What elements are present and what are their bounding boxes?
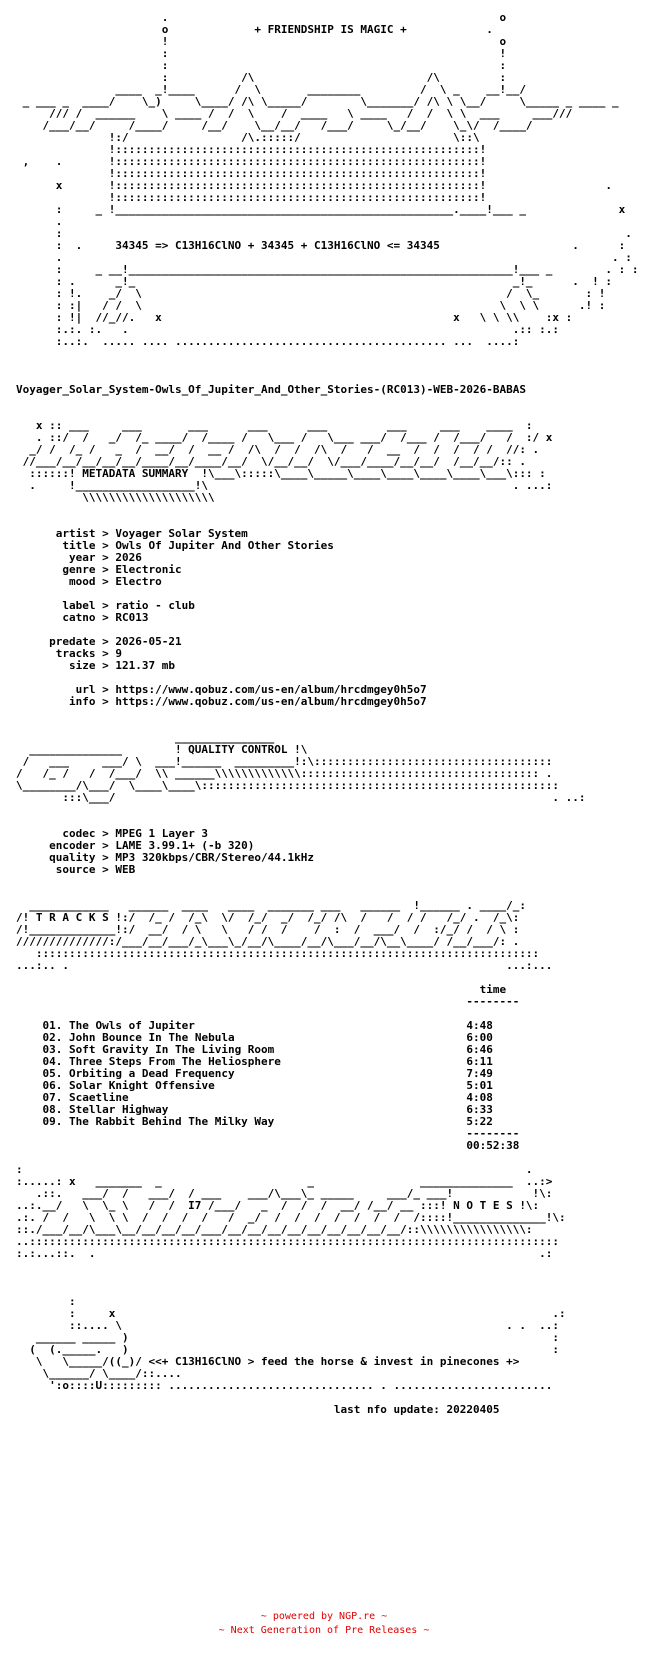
artist-value: Voyager Solar System xyxy=(115,527,248,540)
size-value: 121.37 mb xyxy=(115,659,175,672)
track-title: The Owls of Jupiter xyxy=(69,1019,195,1032)
genre-value: Electronic xyxy=(115,563,182,576)
codec-value: MPEG 1 Layer 3 xyxy=(115,827,209,840)
track-number: 07. xyxy=(42,1091,63,1104)
tracks-total-rule: -------- xyxy=(466,1127,520,1140)
track-number: 06. xyxy=(42,1079,63,1092)
title-value: Owls Of Jupiter And Other Stories xyxy=(115,539,334,552)
ngp-tagline: ~ Next Generation of Pre Releases ~ xyxy=(218,1625,430,1636)
track-number: 03. xyxy=(42,1043,63,1056)
tracks-banner-art: ____________ ______ ____ ____ _______ ___ ______ !______ . ____/_: /! T R A C K S !:/ /_ / /_\ \/ /_/ _/ /_/ /\ / / / / /_/ . /_\: /!_____________!:/ __/ / \ \ / / / / : / ___/ / :/_/ / / \ : //////////////:/___/__/___/_\___\_/__/\____/__/\___/__/\__\____/ /__/___/: . :::::::::::::::::::::::::::::::::::::::::::::::::::::::::::::::::::::::::::: ...:.. . ...:... xyxy=(16,899,553,972)
track-time: 4:48 xyxy=(466,1019,493,1032)
info-value: https://www.qobuz.com/us-en/album/hrcdmgey0h5o7 xyxy=(115,695,427,708)
tracks-header-rule: -------- xyxy=(466,995,520,1008)
url-value: https://www.qobuz.com/us-en/album/hrcdmgey0h5o7 xyxy=(115,683,427,696)
tracklist xyxy=(16,1020,640,1128)
track-title: Orbiting a Dead Frequency xyxy=(69,1067,235,1080)
year-value: 2026 xyxy=(115,551,142,564)
encoder-value: LAME 3.99.1+ (-b 320) xyxy=(115,839,255,852)
track-time: 5:22 xyxy=(466,1115,493,1128)
track-number: 04. xyxy=(42,1055,63,1068)
quality-value: MP3 320kbps/CBR/Stereo/44.1kHz xyxy=(115,851,315,864)
metadata-block: artist > Voyager Solar System title > Owls Of Jupiter And Other Stories year > 2026 genre > Electronic mood > Electro label > ratio - club catno > RC013 predate > 2026-05-21 tracks > 9 size > 121.37 mb url > https://www.qobuz.com/us-en/album/hrcdmgey0h5o7 info > https://www.qobuz.com/us-en/album/hrcdmgey0h5o7 xyxy=(16,527,427,708)
track-time: 6:46 xyxy=(466,1043,493,1056)
total-time: 00:52:38 xyxy=(466,1139,520,1152)
mood-value: Electro xyxy=(115,575,162,588)
track-number: 05. xyxy=(42,1067,63,1080)
nfo-document xyxy=(16,12,640,1416)
metadata-banner-art: x :: ___ ___ ___ ___ ___ ___ ___ ____ : . ::/ / _/ /_ ____/ /____ / \___ / \___ ___/ /___ / /___/ / :/ x _/ / /_ / _ / __/ / __ / /\ / / /\ / / __ / / / / / //: . //___/__/__/__/__/____/__/____/__/ \/__/__/ \/___/____/__/__/ /__/__/:: . ::::::! METADATA SUMMARY !\___\:::::\____\_____\____\____\____\____\___\::: : . !__________________!\ . ...: \\\\\\\\\\\\\\\\\\\\ xyxy=(22,419,553,504)
footer-ascii-art: : : x .: ::.... \ . . ..: ______ _____ ) : ( (._____. ) : \ \_____/((_)/ <<+ C13H16ClNO > feed the horse & invest in pinecones +> \______/ \____/::.... ':o::::U::::::::: ............................... . ........................ xyxy=(29,1295,566,1392)
track-title: Stellar Highway xyxy=(69,1103,169,1116)
track-time: 6:33 xyxy=(466,1103,493,1116)
last-update-value: 20220405 xyxy=(446,1403,500,1416)
catno-value: RC013 xyxy=(115,611,149,624)
track-title: The Rabbit Behind The Milky Way xyxy=(69,1115,275,1128)
header-ascii-art: . o o + FRIENDSHIP IS MAGIC + . ! o : ! : : : /\ /\ : ____ _!____ / \ ________ / \ _ __!__/ _ ___ _ ____/ \_) \____/ /\ \_____/ \_______/ /\ \ \__/ \_____ _ ____ _ /// / ______ \ ____ / / \ / ____ \ ____ / / \ \ ___ ___/// /___/__/ /____/ /__/ \__/__/ /___/ \_/__/ \_\/ /____/ !:/ /\.:::::/ \::\ !:::::::::::::::::::::::::::::::::::::::::::::::::::::::! , . !:::::::::::::::::::::::::::::::::::::::::::::::::::::::! !:::::::::::::::::::::::::::::::::::::::::::::::::::::::! x !:::::::::::::::::::::::::::::::::::::::::::::::::::::::! . !:::::::::::::::::::::::::::::::::::::::::::::::::::::::! : _ !___________________________________________________.____!___ _ x . : . : . 34345 => C13H16ClNO + 34345 + C13H16ClNO <= 34345 . : . . : : _ __!__________________________________________________________!___ _ . : : : . _!_ _!_ . ! : : !. _/ \ / \_ : ! : :| / / \ \ \ \ .! : : !| //_//. x x \ \ \\ :x : :.:. :. . .:: :.: :..:. ..... .... ......................................... ... ....: xyxy=(22,12,639,348)
predate-value: 2026-05-21 xyxy=(115,635,182,648)
track-title: John Bounce In The Nebula xyxy=(69,1031,235,1044)
track-time: 6:00 xyxy=(466,1031,493,1044)
tracks-time-header: time xyxy=(479,983,507,996)
track-title: Three Steps From The Heliosphere xyxy=(69,1055,281,1068)
notes-banner-art: : . :.....: x _______ _ _ ______________ ..:> .::. ___/ / ___/ / ___ ___/\___\_ _____ ___/_ ___! !\: ..:.__/ \ \_ \ / / I7 /___/ _ / / / __/ /__/ __ :::! N O T E S !\: .:. / / \ \ \ / / / / / _/ / / / / / / / /::::!______________!\: ::./___/__/\___\__/__/__/__/___/__/__/__/__/__/__/__/__/__/::\\\\\\\\\\\\\\\\: ..:::::::::::::::::::::::::::::::::::::::::::::::::::::::::::::::::::::::::::::::: :.:...::. . .: xyxy=(16,1163,566,1260)
track-row xyxy=(16,1115,493,1128)
track-number: 01. xyxy=(42,1019,63,1032)
track-time: 7:49 xyxy=(466,1067,493,1080)
release-name: Voyager_Solar_System-Owls_Of_Jupiter_And_Other_Stories-(RC013)-WEB-2026-BABAS xyxy=(16,383,526,396)
track-time: 4:08 xyxy=(466,1091,493,1104)
quality-control-banner-art: _______________ ______________ ! QUALITY CONTROL !\ / ___ ___/ \ ___!______ _________!:\:::::::::::::::::::::::::::::::::::: / /_ / / /___/ \\ ______\\\\\\\\\\\\\:::::::::::::::::::::::::::::::::::: . \________/\___/ \____\____\:::::::::::::::::::::::::::::::::::::::::::::::::::::: :::\___/ . ..: xyxy=(16,731,586,804)
track-number: 02. xyxy=(42,1031,63,1044)
tracks-header xyxy=(16,984,640,1008)
track-title: Scaetline xyxy=(69,1091,129,1104)
track-time: 5:01 xyxy=(466,1079,493,1092)
label-value: ratio - club xyxy=(115,599,195,612)
track-number: 08. xyxy=(42,1103,63,1116)
track-title: Solar Knight Offensive xyxy=(69,1079,215,1092)
track-number: 09. xyxy=(42,1115,63,1128)
source-value: WEB xyxy=(115,863,136,876)
last-update-label: last nfo update: xyxy=(333,1403,440,1416)
track-time: 6:11 xyxy=(466,1055,493,1068)
tracks-count-value: 9 xyxy=(115,647,122,660)
quality-block: codec > MPEG 1 Layer 3 encoder > LAME 3.99.1+ (-b 320) quality > MP3 320kbps/CBR/Stereo/44.1kHz source > WEB xyxy=(16,827,315,876)
track-title: Soft Gravity In The Living Room xyxy=(69,1043,275,1056)
powered-by-line: ~ powered by NGP.re ~ xyxy=(260,1611,388,1622)
